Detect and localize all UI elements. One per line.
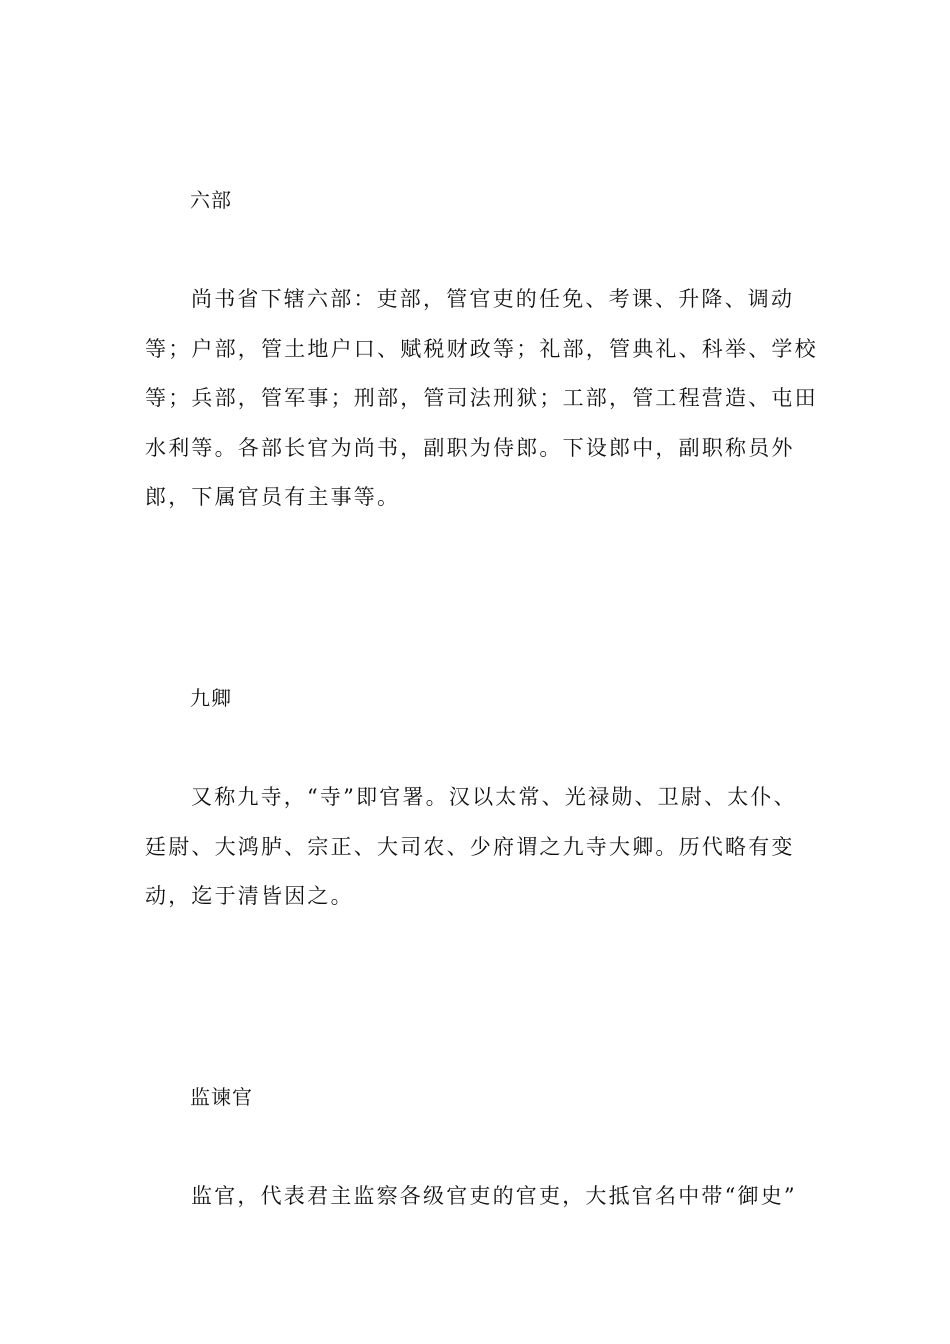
paragraph-line: 尚书省下辖六部：吏部，管官吏的任免、考课、升降、调动: [191, 287, 795, 311]
paragraph-line: 等；兵部，管军事；刑部，管司法刑狱；工部，管工程营造、屯田: [145, 386, 818, 410]
paragraph-line: 水利等。各部长官为尚书，副职为侍郎。下设郎中，副职称员外: [145, 435, 795, 460]
section-paragraph-jianjianguan: [145, 1172, 807, 1222]
section-heading-jianjianguan: 监谏官: [190, 1085, 253, 1109]
paragraph-line: 廷尉、大鸿胪、宗正、大司农、少府谓之九寺大卿。历代略有变: [145, 834, 795, 859]
section-paragraph-jiuqing: [145, 773, 807, 922]
section-paragraph-liubu: [145, 275, 818, 523]
section-heading-liubu: 六部: [190, 188, 232, 212]
paragraph-line: 等；户部，管土地户口、赋税财政等；礼部，管典礼、科举、学校: [145, 336, 818, 361]
section-heading-jiuqing: 九卿: [190, 686, 232, 710]
paragraph-line: 监官，代表君主监察各级官吏的官吏，大抵官名中带“御史”: [191, 1184, 797, 1208]
paragraph-line: 又称九寺，“寺”即官署。汉以太常、光禄勋、卫尉、太仆、: [191, 785, 797, 809]
paragraph-line: 动，迄于清皆因之。: [145, 884, 354, 908]
paragraph-line: 郎，下属官员有主事等。: [145, 485, 401, 509]
